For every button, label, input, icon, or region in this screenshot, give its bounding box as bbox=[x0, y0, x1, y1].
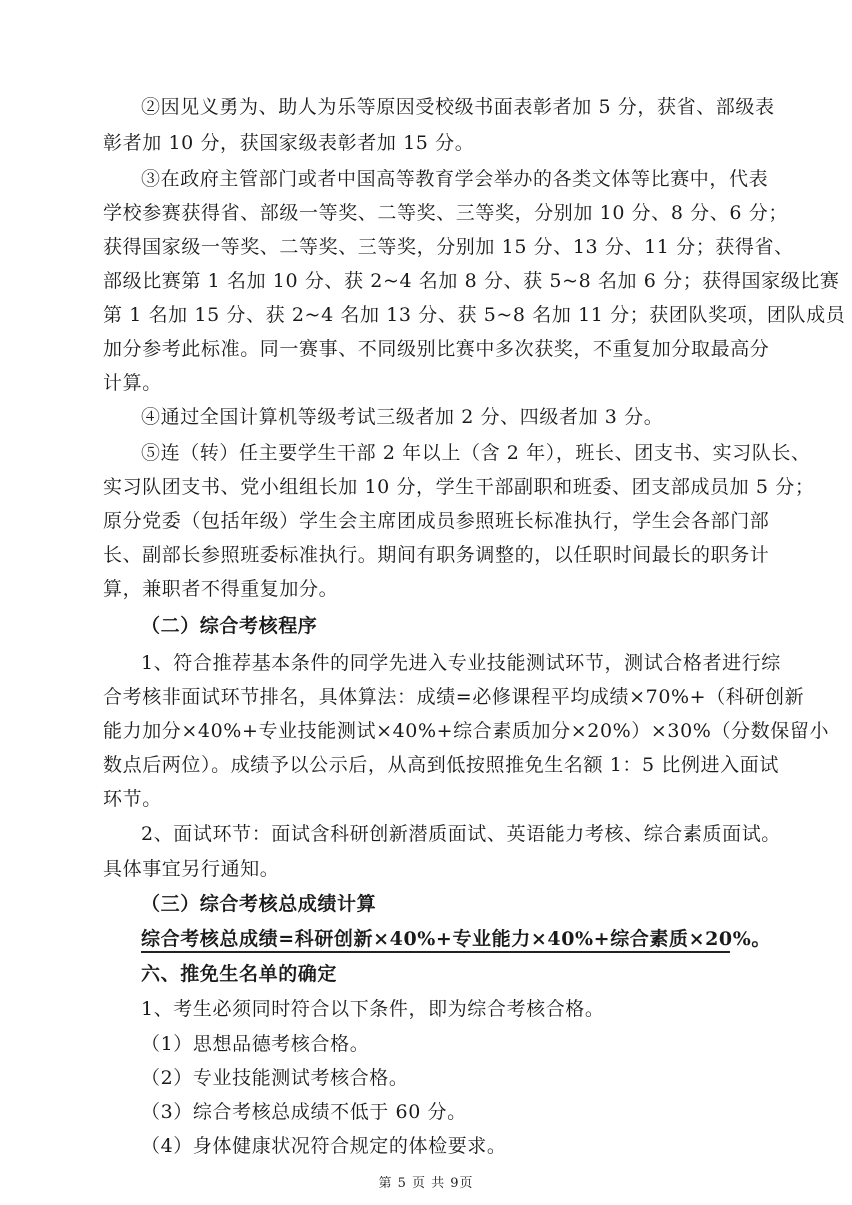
paragraph-line: 数点后两位）。成绩予以公示后，从高到低按照推免生名额 1：5 比例进入面试 bbox=[103, 754, 779, 776]
paragraph-line: ③在政府主管部门或者中国高等教育学会举办的各类文体等比赛中，代表 bbox=[141, 168, 769, 190]
section-heading: （三）综合考核总成绩计算 bbox=[141, 893, 377, 915]
paragraph-line: 1、考生必须同时符合以下条件，即为综合考核合格。 bbox=[141, 998, 605, 1020]
paragraph-line: 实习队团支书、党小组组长加 10 分，学生干部副职和班委、团支部成员加 5 分； bbox=[103, 476, 815, 498]
paragraph-line: 具体事宜另行通知。 bbox=[103, 858, 280, 880]
section-heading: （二）综合考核程序 bbox=[141, 615, 318, 637]
paragraph-line: 算，兼职者不得重复加分。 bbox=[103, 578, 339, 600]
paragraph-line: 加分参考此标准。同一赛事、不同级别比赛中多次获奖，不重复加分取最高分 bbox=[103, 338, 770, 360]
formula-underline bbox=[141, 951, 730, 953]
paragraph-line: 原分党委（包括年级）学生会主席团成员参照班长标准执行，学生会各部门部 bbox=[103, 510, 770, 532]
section-heading: 六、推免生名单的确定 bbox=[141, 963, 338, 985]
paragraph-line: ④通过全国计算机等级考试三级者加 2 分、四级者加 3 分。 bbox=[141, 406, 664, 428]
paragraph-line: 学校参赛获得省、部级一等奖、二等奖、三等奖，分别加 10 分、8 分、6 分； bbox=[103, 202, 788, 224]
paragraph-line: ②因见义勇为、助人为乐等原因受校级书面表彰者加 5 分，获省、部级表 bbox=[141, 96, 775, 118]
paragraph-line: 彰者加 10 分，获国家级表彰者加 15 分。 bbox=[103, 132, 475, 154]
paragraph-line: 合考核非面试环节排名，具体算法：成绩=必修课程平均成绩×70%+（科研创新 bbox=[103, 686, 805, 708]
paragraph-line: 计算。 bbox=[103, 372, 162, 394]
paragraph-line: 获得国家级一等奖、二等奖、三等奖，分别加 15 分、13 分、11 分；获得省、 bbox=[103, 236, 794, 258]
paragraph-line: 第 1 名加 15 分、获 2~4 名加 13 分、获 5~8 名加 11 分；获团队奖项，团队成员 bbox=[103, 304, 846, 326]
list-item: （1）思想品德考核合格。 bbox=[141, 1033, 370, 1055]
paragraph-line: 长、副部长参照班委标准执行。期间有职务调整的，以任职时间最长的职务计 bbox=[103, 544, 770, 566]
list-item: （3）综合考核总成绩不低于 60 分。 bbox=[141, 1101, 467, 1123]
paragraph-line: 能力加分×40%+专业技能测试×40%+综合素质加分×20%）×30%（分数保留小 bbox=[103, 720, 830, 742]
paragraph-line: 部级比赛第 1 名加 10 分、获 2~4 名加 8 分、获 5~8 名加 6 分；获得国家级比赛 bbox=[103, 270, 840, 292]
list-item: （2）专业技能测试考核合格。 bbox=[141, 1067, 409, 1089]
paragraph-line: 2、面试环节：面试含科研创新潜质面试、英语能力考核、综合素质面试。 bbox=[141, 823, 781, 845]
paragraph-line: 环节。 bbox=[103, 788, 162, 810]
paragraph-line: ⑤连（转）任主要学生干部 2 年以上（含 2 年），班长、团支书、实习队长、 bbox=[141, 442, 811, 464]
formula-line: 综合考核总成绩=科研创新×40%+专业能力×40%+综合素质×20%。 bbox=[141, 928, 772, 950]
page-footer: 第 5 页 共 9页 bbox=[378, 1176, 474, 1191]
paragraph-line: 1、符合推荐基本条件的同学先进入专业技能测试环节，测试合格者进行综 bbox=[141, 652, 781, 674]
list-item: （4）身体健康状况符合规定的体检要求。 bbox=[141, 1135, 507, 1157]
